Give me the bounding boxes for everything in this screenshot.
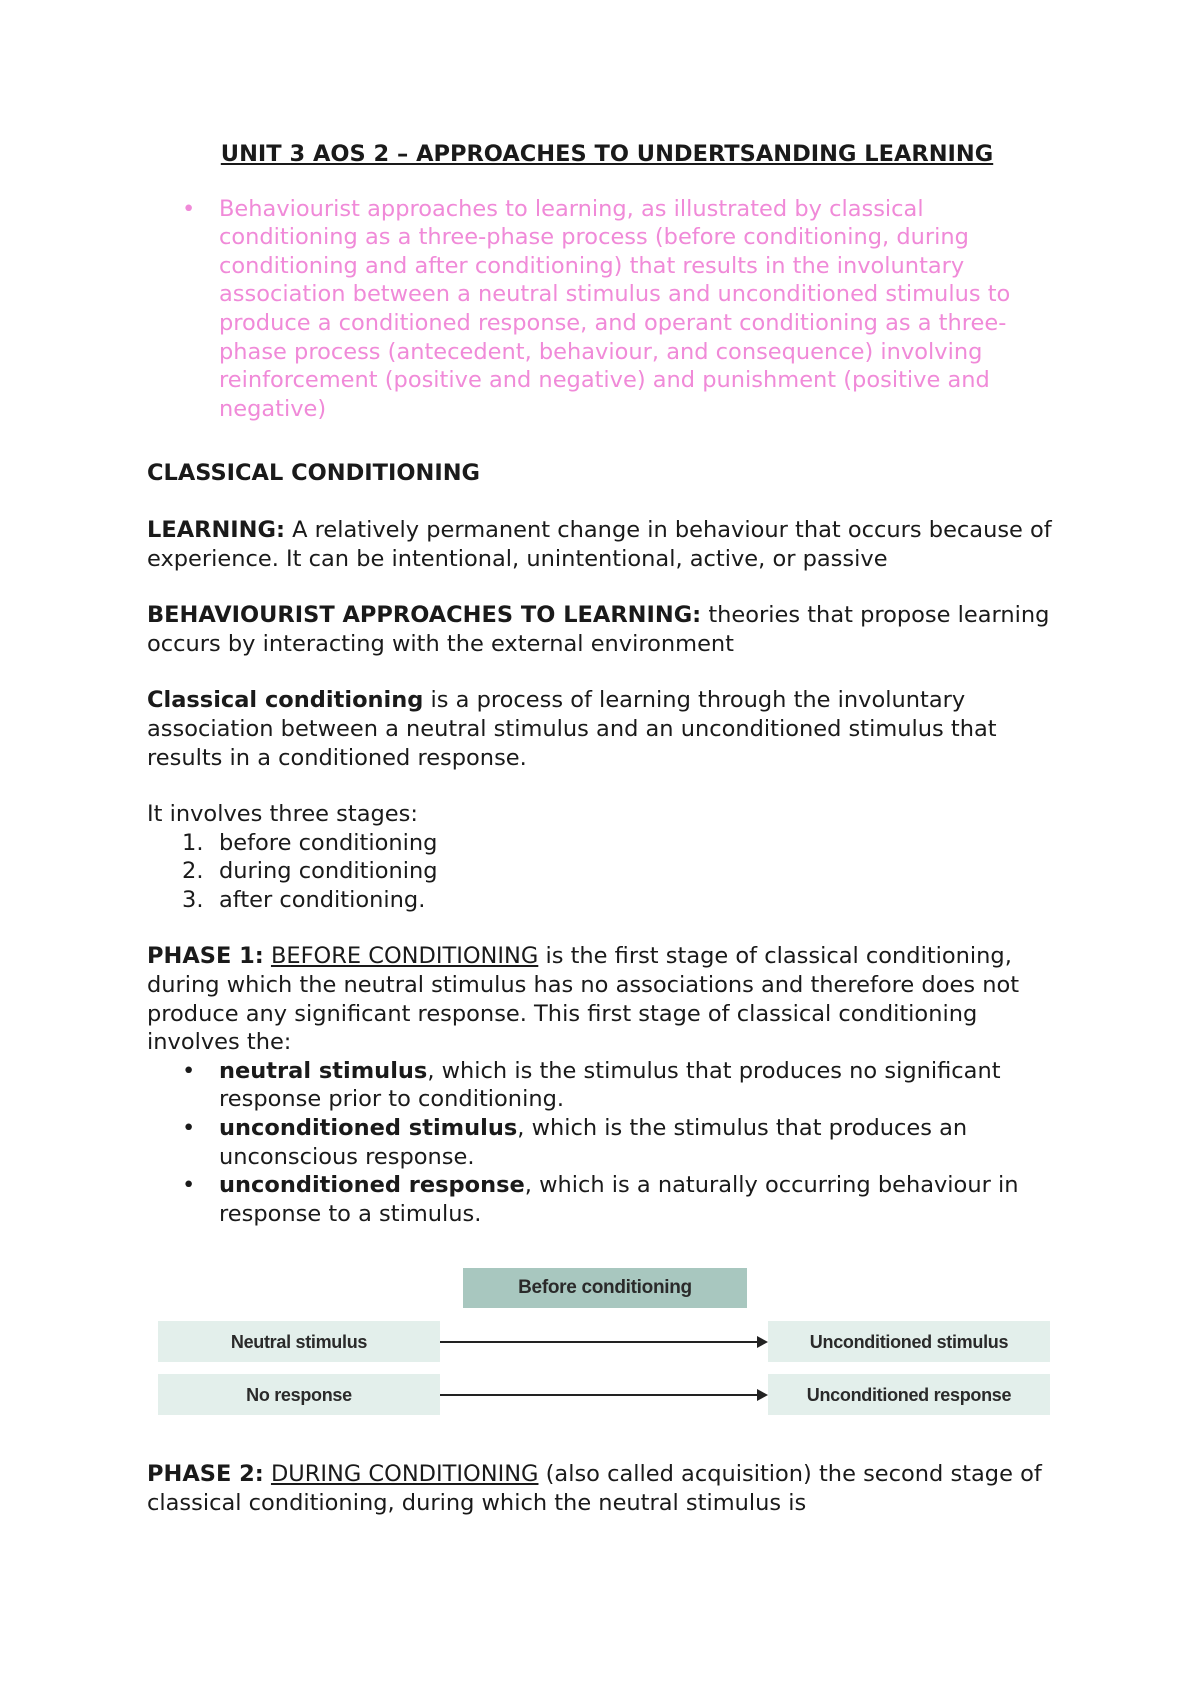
list-number: 1. [182,829,204,856]
bullet-text: , which is the stimulus that produces an unconscious response. [219,1115,968,1170]
diagram-unconditioned-stimulus: Unconditioned stimulus [768,1321,1050,1362]
learning-text: A relatively permanent change in behaviour that occurs because of experience. It can be intentional, unintentional, active, or passive [147,516,1052,572]
study-design-list [147,195,1067,424]
behaviourist-definition [147,601,1067,658]
list-item-text: after conditioning. [219,886,426,913]
phase2-paragraph [147,1460,1067,1517]
document-title: UNIT 3 AOS 2 – APPROACHES TO UNDERTSANDING LEARNING [220,141,994,167]
diagram-header: Before conditioning [463,1268,747,1308]
list-item-text: during conditioning [219,858,438,885]
behaviourist-text: theories that propose learning occurs by interacting with the external environment [147,602,1050,657]
phase1-name: BEFORE CONDITIONING [270,943,539,970]
phase1-label: PHASE 1: [147,943,264,970]
arrow-right-icon [440,1341,766,1343]
list-item-text: before conditioning [219,829,438,856]
phase2-label: PHASE 2: [147,1461,264,1488]
arrow-right-icon [440,1394,766,1396]
before-conditioning-diagram [158,1268,1058,1418]
list-item [147,829,1067,858]
bullet-term: unconditioned response [219,1172,525,1199]
list-item [147,1057,1067,1114]
phase2-name: DURING CONDITIONING [270,1461,539,1488]
behaviourist-term: BEHAVIOURIST APPROACHES TO LEARNING: [147,602,702,629]
phase1-paragraph [147,942,1067,1056]
bullet-term: neutral stimulus [219,1057,428,1084]
list-item [147,857,1067,886]
diagram-no-response: No response [158,1374,440,1415]
learning-term: LEARNING: [147,516,285,543]
list-item [147,1114,1067,1171]
bullet-text: , which is the stimulus that produces no significant response prior to conditioning. [219,1057,1001,1113]
list-item [147,886,1067,915]
list-number: 3. [182,886,204,913]
diagram-neutral-stimulus: Neutral stimulus [158,1321,440,1362]
stages-list [147,829,1067,915]
stages-intro: It involves three stages: [147,801,418,828]
learning-definition [147,516,1067,573]
document-page [147,140,1067,1546]
phase2-text: (also called acquisition) the second stage of classical conditioning, during which the neutral stimulus is [147,1461,1042,1516]
list-item [147,1171,1067,1228]
bullet-text: , which is a naturally occurring behaviour in response to a stimulus. [219,1172,1019,1227]
phase1-text: is the first stage of classical conditioning, during which the neutral stimulus has no associations and therefore does not produce any significant response. This first stage of classical conditioning involves the: [147,943,1020,1056]
phase1-bullets [147,1057,1067,1229]
classical-term: Classical conditioning [147,687,424,714]
bullet-term: unconditioned stimulus [219,1115,518,1142]
list-number: 2. [182,858,204,885]
classical-text: is a process of learning through the involuntary association between a neutral stimulus and an unconditioned stimulus that results in a conditioned response. [147,687,997,771]
diagram-unconditioned-response: Unconditioned response [768,1374,1050,1415]
study-design-point: • Behaviourist approaches to learning, as illustrated by classical conditioning as a three-phase process (before conditioning, during conditioning and after conditioning) that results in the involuntary association between a neutral stimulus and unconditioned stimulus to produce a conditioned response, and operant conditioning as a three-phase process (antecedent, behaviour, and consequence) involving reinforcement (positive and negative) and punishment (positive and negative) [147,195,1067,424]
classical-definition [147,686,1067,772]
section-heading: CLASSICAL CONDITIONING [147,460,480,487]
